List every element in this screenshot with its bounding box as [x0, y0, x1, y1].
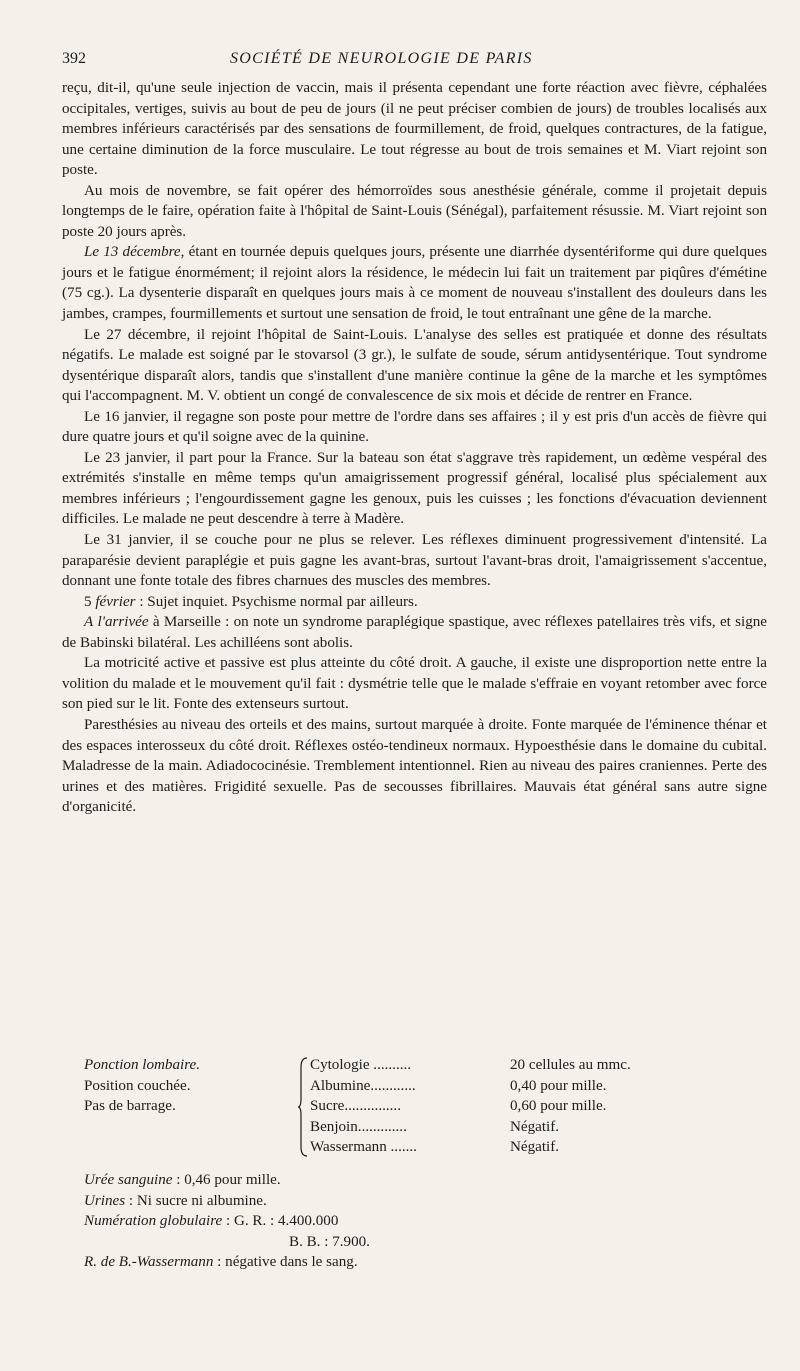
urines-line	[84, 1191, 724, 1212]
paragraph: Le 31 janvier, il se couche pour ne plus se relever. Les réflexes diminuent progressivement d'intensité. La paraparésie devient paraplégie et puis gagne les avant-bras, surtout l'avant-bras droit, l'amaigrissement s'accentue, donnant une fonte totale des fibres charnues des muscles des membres.	[62, 532, 767, 590]
lab-value: Négatif.	[510, 1139, 560, 1156]
lab-value: Négatif.	[510, 1118, 560, 1135]
lab-row	[310, 1076, 730, 1097]
puncture-title: Ponction lombaire.	[84, 1057, 200, 1073]
lab-table	[310, 1055, 730, 1158]
lab-value: 20 cellules au mmc.	[510, 1057, 631, 1073]
wassermann-label: R. de B.-Wassermann	[84, 1254, 214, 1271]
numeration-label: Numération globulaire	[84, 1213, 223, 1230]
paragraph: Au mois de novembre, se fait opérer des hémorroïdes sous anesthésie générale, comme il projetait depuis longtemps de le faire, opération faite à l'hôpital de Saint-Louis (Sénégal), parfaitement résussie. M. Viart rejoint son poste 20 jours après.	[62, 182, 767, 240]
paragraph: Le 23 janvier, il part pour la France. Sur la bateau son état s'aggrave très rapidement, un œdème vespéral des extrémités s'installe en même temps qu'un amaigrissement progressif général, localisé plus spécialement aux membres inférieurs ; l'engourdissement gagne les genoux, puis les cuisses ; les fonctions d'évacuation deviennent difficiles. Le malade ne peut descendre à terre à Madère.	[62, 449, 767, 528]
paragraph: Paresthésies au niveau des orteils et des mains, surtout marquée à droite. Fonte marquée de l'éminence thénar et des espaces interosseux du côté droit. Réflexes ostéo-tendineux normaux. Hypoesthésie dans le domaine du cubital. Maladresse de la main. Adiadococinésie. Tremblement intentionnel. Rien au niveau des paires craniennes. Perte des urines et des matières. Frigidité sexuelle. Pas de secousses fibrillaires. Mauvais état général sans autre signe d'organicité.	[62, 716, 767, 816]
page-number: 392	[62, 50, 86, 67]
curly-brace	[298, 1057, 308, 1157]
blood-results	[84, 1170, 724, 1273]
lab-row	[310, 1137, 730, 1158]
lab-name: Sucre...............	[310, 1098, 401, 1115]
lab-name: Wassermann .......	[310, 1139, 417, 1156]
wassermann-line	[84, 1252, 724, 1273]
lab-value: 0,40 pour mille.	[510, 1077, 607, 1094]
numeration-line	[84, 1211, 724, 1232]
lab-name: Cytologie ..........	[310, 1057, 412, 1073]
paragraph: 5 février : Sujet inquiet. Psychisme normal par ailleurs.	[84, 593, 418, 610]
bb-line: B. B. : 7.900.	[289, 1233, 370, 1250]
uree-value: : 0,46 pour mille.	[172, 1172, 281, 1188]
article-body	[62, 78, 767, 818]
uree-line	[84, 1170, 724, 1191]
paragraph: Le 13 décembre, étant en tournée depuis quelques jours, présente une diarrhée dysentériforme qui dure quelques jours et le fatigue énormément; il rejoint alors la résidence, le médecin lui fait un traitement par piqûres d'émétine (75 cg.). La dysenterie disparaît en quelques jours mais à ce moment de nouveau s'installent des douleurs dans les jambes, crampes, fourmillements et surtout une sensation de froid, le tout entraînant une gêne de la marche.	[62, 244, 767, 323]
paragraph: La motricité active et passive est plus atteinte du côté droit. A gauche, il existe une disproportion nette entre la volition du malade et le mouvement qu'il fait : dysmétrie telle que le malade s'effraie en voyant retomber avec force son pied sur le lit. Fonte des extenseurs surtout.	[62, 655, 767, 713]
lab-value: 0,60 pour mille.	[510, 1098, 607, 1115]
urines-label: Urines	[84, 1192, 126, 1209]
uree-label: Urée sanguine	[84, 1172, 173, 1188]
page-header	[62, 50, 722, 74]
lab-row	[310, 1117, 730, 1138]
puncture-conditions	[84, 1055, 284, 1117]
paragraph: reçu, dit-il, qu'une seule injection de vaccin, mais il présenta cependant une forte réaction avec fièvre, céphalées occipitales, vertiges, suivis au bout de peu de jours (il ne peut préciser combien de jours) de troubles localisés aux membres inférieurs caractérisés par des sensations de fourmillement, de froid, quelques contractures, de la fatigue, une certaine diminution de la force musculaire. Le tout régresse au bout de trois semaines et M. Viart rejoint son poste.	[62, 80, 767, 179]
lab-row	[310, 1055, 730, 1076]
lab-name: Albumine............	[310, 1077, 416, 1094]
paragraph: Le 16 janvier, il regagne son poste pour mettre de l'ordre dans ses affaires ; il y est pris d'un accès de fièvre qui dure quatre jours et qu'il soigne avec de la quinine.	[62, 408, 767, 446]
wassermann-value: : négative dans le sang.	[213, 1254, 358, 1271]
running-title: SOCIÉTÉ DE NEUROLOGIE DE PARIS	[230, 50, 533, 67]
puncture-position: Position couchée.	[84, 1077, 191, 1094]
numeration-value: : G. R. : 4.400.000	[222, 1213, 339, 1230]
urines-value: : Ni sucre ni albumine.	[125, 1192, 267, 1209]
lab-name: Benjoin.............	[310, 1118, 407, 1135]
paragraph: A l'arrivée à Marseille : on note un syndrome paraplégique spastique, avec réflexes patellaires très vifs, et signe de Babinski bilatéral. Les achilléens sont abolis.	[62, 614, 767, 651]
lab-row	[310, 1096, 730, 1117]
lumbar-puncture-results	[84, 1055, 724, 1163]
puncture-barrage: Pas de barrage.	[84, 1098, 176, 1115]
paragraph: Le 27 décembre, il rejoint l'hôpital de Saint-Louis. L'analyse des selles est pratiquée et donne des résultats négatifs. Le malade est soigné par le stovarsol (3 gr.), le sulfate de soude, sérum antidysentérique. Tout syndrome dysentérique disparaît alors, tandis que s'installent d'une manière continue la gêne de la marche et les symptômes qui l'accompagnent. M. V. obtient un congé de convalescence de six mois et décide de rentrer en France.	[62, 326, 767, 405]
